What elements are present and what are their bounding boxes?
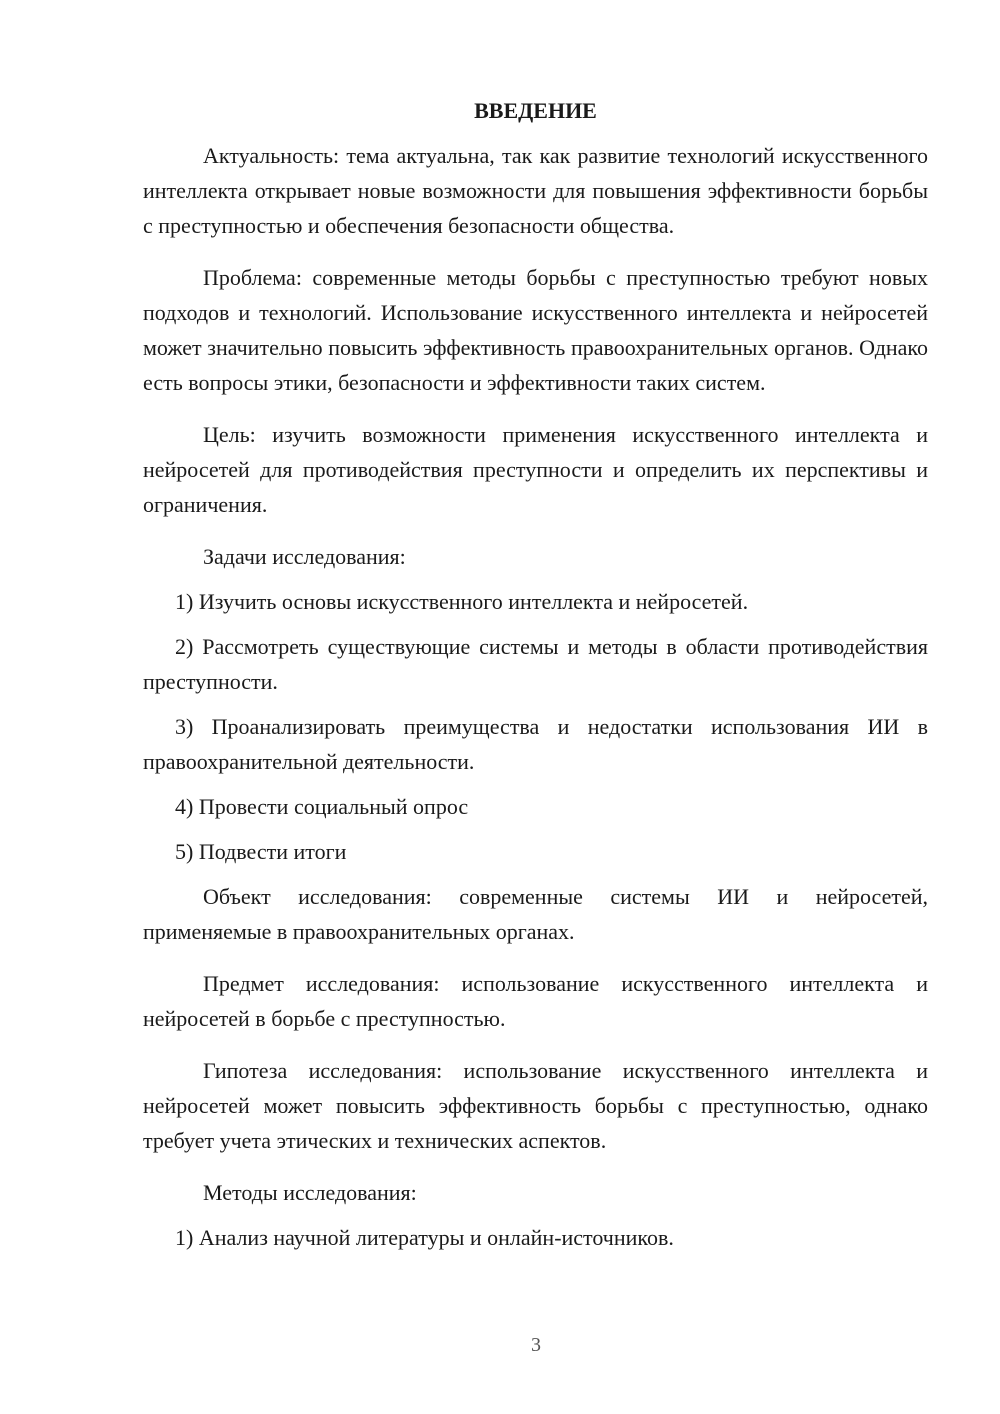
page-number: 3 — [531, 1334, 541, 1356]
relevance-paragraph: Актуальность: тема актуальна, так как развитие технологий искусственного интеллекта открывает новые возможности для повышения эффективности борьбы с преступностью и обеспечения безопасности общества. — [143, 143, 928, 238]
task-item-2: 2) Рассмотреть существующие системы и методы в области противодействия преступности. — [143, 634, 928, 694]
task-item-1: 1) Изучить основы искусственного интеллекта и нейросетей. — [175, 589, 749, 614]
problem-paragraph: Проблема: современные методы борьбы с преступностью требуют новых подходов и технологий. Использование искусственного интеллекта и нейросетей может значительно повысить эффективность правоохранительных органов. Однако есть вопросы этики, безопасности и эффективности таких систем. — [143, 265, 928, 395]
document-page — [143, 96, 928, 1255]
task-item-5: 5) Подвести итоги — [175, 839, 347, 864]
section-title: ВВЕДЕНИЕ — [474, 98, 597, 123]
method-item-1: 1) Анализ научной литературы и онлайн-источников. — [175, 1225, 674, 1250]
hypothesis-paragraph: Гипотеза исследования: использование искусственного интеллекта и нейросетей может повысить эффективность борьбы с преступностью, однако требует учета этических и технических аспектов. — [143, 1058, 928, 1153]
task-item-4: 4) Провести социальный опрос — [175, 794, 469, 819]
methods-heading: Методы исследования: — [203, 1180, 417, 1205]
task-item-3: 3) Проанализировать преимущества и недостатки использования ИИ в правоохранительной деятельности. — [143, 714, 928, 774]
subject-paragraph: Предмет исследования: использование искусственного интеллекта и нейросетей в борьбе с преступностью. — [143, 971, 928, 1031]
goal-paragraph: Цель: изучить возможности применения искусственного интеллекта и нейросетей для противодействия преступности и определить их перспективы и ограничения. — [143, 422, 928, 517]
tasks-heading: Задачи исследования: — [203, 544, 406, 569]
object-paragraph: Объект исследования: современные системы ИИ и нейросетей, применяемые в правоохранительных органах. — [143, 884, 928, 944]
